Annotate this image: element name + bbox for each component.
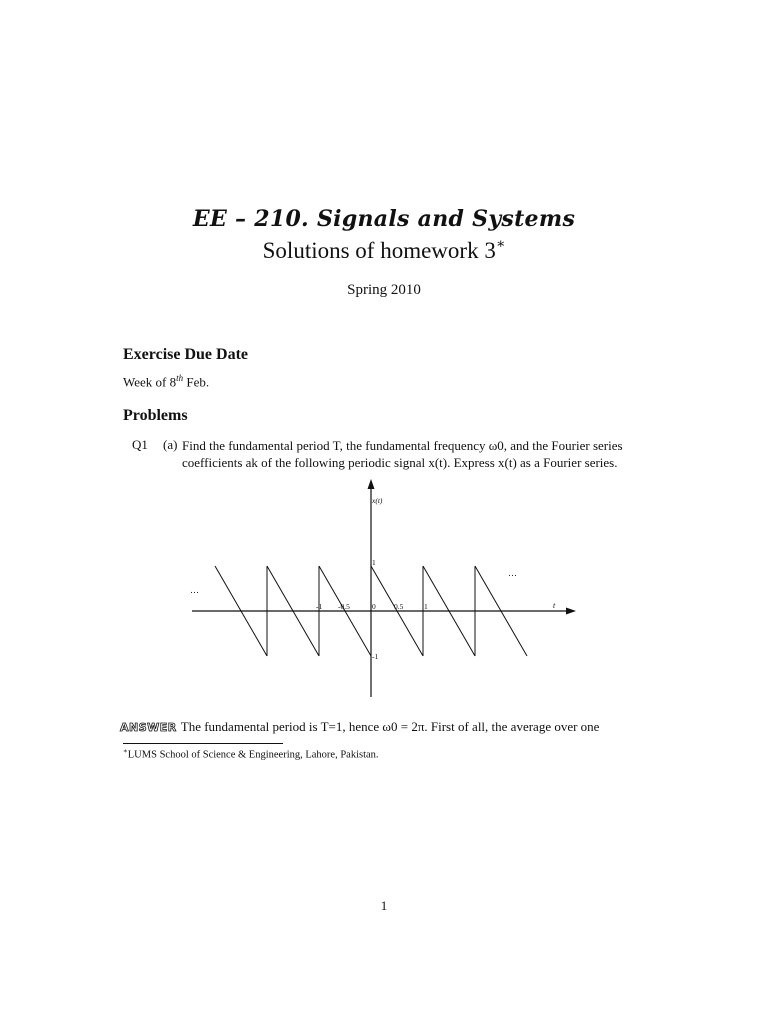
due-date-suffix: Feb. <box>183 374 210 390</box>
x-axis-arrow <box>566 608 576 615</box>
question-part-label: (a) <box>163 437 178 452</box>
answer-text: The fundamental period is T=1, hence ω0 = 2π. First of all, the average over one <box>180 719 600 734</box>
sawtooth-chart <box>180 474 590 704</box>
tick-label-x-neg-1: -1 <box>316 602 323 611</box>
y-axis-label: x(t) <box>372 496 383 505</box>
tick-label-x-0.5: 0.5 <box>394 602 404 611</box>
page-number: 1 <box>380 898 388 913</box>
tick-label-y-neg-1: -1 <box>372 652 379 661</box>
subtitle-text: Solutions of homework 3 <box>262 238 496 263</box>
x-axis-label: t <box>553 601 556 610</box>
problems-heading: Problems <box>123 407 188 424</box>
due-date-heading: Exercise Due Date <box>123 346 248 363</box>
sawtooth-figure <box>180 474 590 709</box>
footnote-marker: ∗ <box>123 747 128 755</box>
tick-label-y-1: 1 <box>372 558 376 567</box>
question-text: Find the fundamental period T, the fundamental frequency ω0, and the Fourier series coefficients ak of the following periodic signal x(t). Express x(t) as a Fourier series. <box>182 438 623 470</box>
tick-label-x-0: 0 <box>372 602 376 611</box>
answer-paragraph <box>120 719 599 735</box>
ellipsis-right: … <box>508 568 517 578</box>
document-subtitle <box>0 236 768 264</box>
answer-label: ANSWER <box>120 721 177 734</box>
footnote-marker: ∗ <box>495 237 506 252</box>
tick-label-x-1: 1 <box>424 602 428 611</box>
footnote-divider <box>123 743 283 744</box>
due-date-prefix: Week of 8 <box>123 374 177 390</box>
due-date-text <box>123 373 209 390</box>
footnote-text: LUMS School of Science & Engineering, Lahore, Pakistan. <box>127 749 379 761</box>
question-number: Q1 <box>132 437 148 452</box>
due-date-superscript: th <box>176 373 184 383</box>
semester-label: Spring 2010 <box>347 282 421 298</box>
ellipsis-left: … <box>190 585 199 595</box>
footnote <box>123 747 379 761</box>
course-title: EE – 210. Signals and Systems <box>192 206 576 232</box>
y-axis-arrow <box>368 479 375 489</box>
tick-label-x-neg-0.5: -0.5 <box>338 602 350 611</box>
